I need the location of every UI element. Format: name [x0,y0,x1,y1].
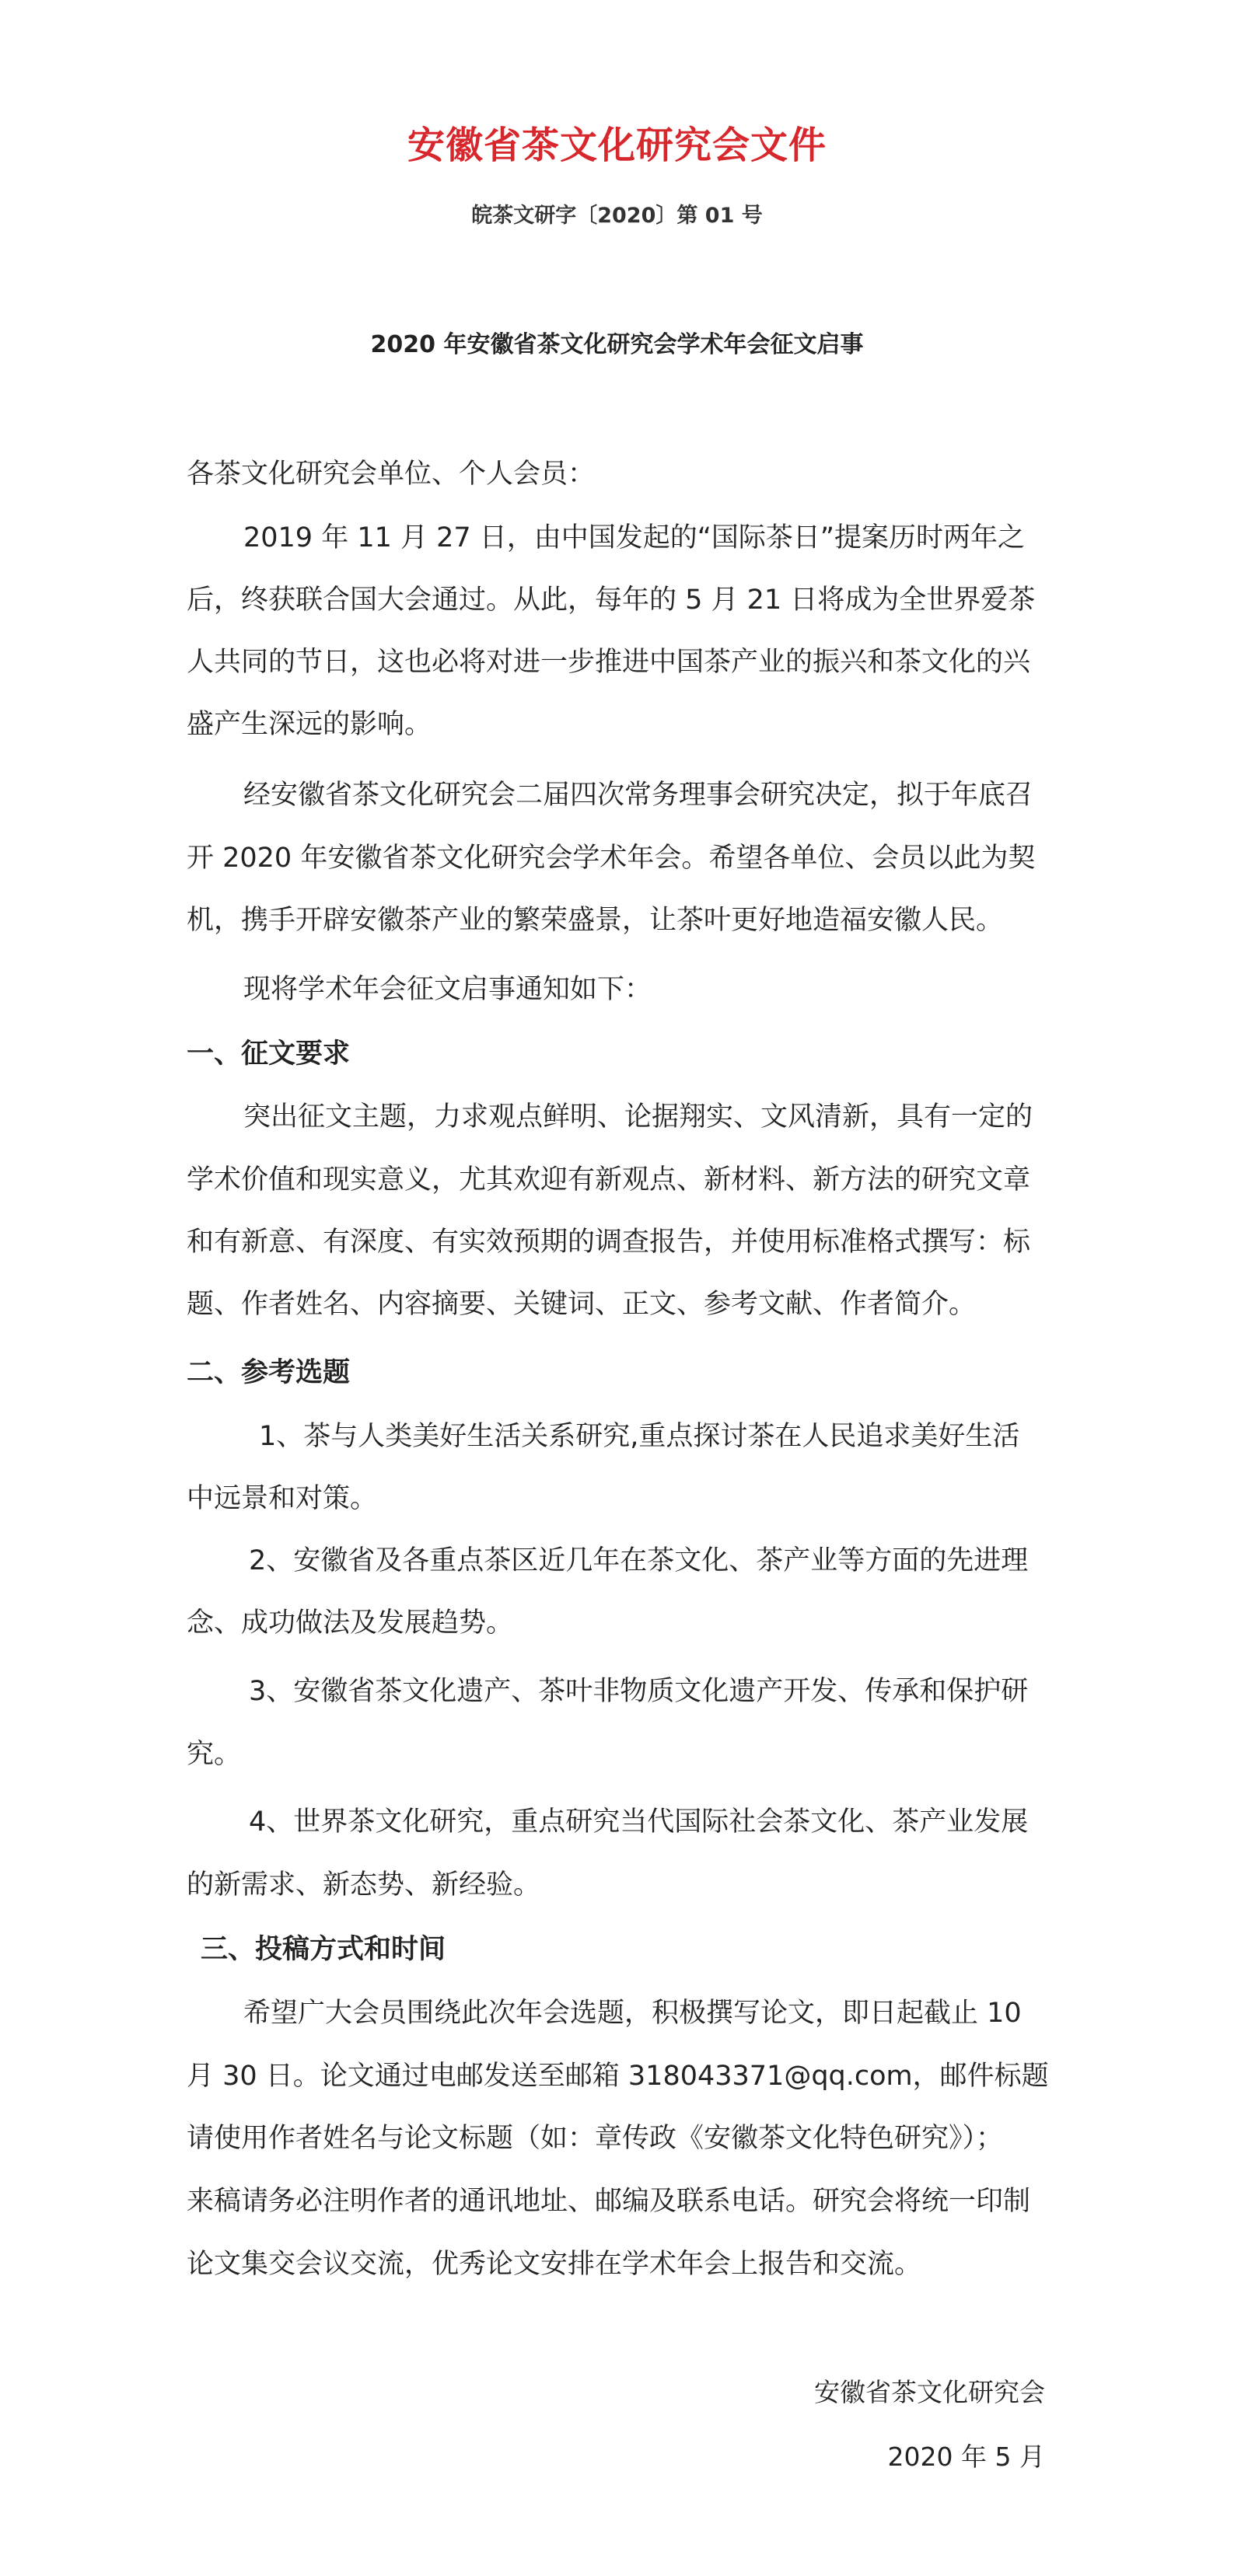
paragraph-line: 月 30 日。论文通过电邮发送至邮箱 318043371@qq.com，邮件标题 [187,2061,1049,2092]
paragraph-line: 开 2020 年安徽省茶文化研究会学术年会。希望各单位、会员以此为契 [187,843,1036,874]
salutation: 各茶文化研究会单位、个人会员： [187,459,596,490]
topic-line: 的新需求、新态势、新经验。 [187,1869,541,1901]
paragraph-line: 希望广大会员围绕此次年会选题，积极撰写论文，即日起截止 10 [243,1998,1022,2029]
topic-line: 1、茶与人类美好生活关系研究,重点探讨茶在人民追求美好生活 [259,1421,1020,1452]
section-heading: 一、征文要求 [187,1038,351,1070]
signature-date: 2020 年 5 月 [887,2442,1045,2472]
paragraph-line: 现将学术年会征文启事通知如下： [243,974,652,1005]
section-heading: 二、参考选题 [187,1357,351,1388]
paragraph-line: 机，携手开辟安徽茶产业的繁荣盛景，让茶叶更好地造福安徽人民。 [187,905,1004,936]
paragraph-line: 和有新意、有深度、有实效预期的调查报告，并使用标准格式撰写：标 [187,1227,1031,1258]
paragraph-line: 论文集交会议交流，优秀论文安排在学术年会上报告和交流。 [187,2249,922,2280]
topic-line: 念、成功做法及发展趋势。 [187,1607,514,1639]
paragraph-line: 2019 年 11 月 27 日，由中国发起的“国际茶日”提案历时两年之 [243,522,1026,553]
signature-organization: 安徽省茶文化研究会 [814,2377,1045,2407]
topic-line: 究。 [187,1739,242,1770]
section-heading: 三、投稿方式和时间 [201,1934,446,1965]
notice-subject: 2020 年安徽省茶文化研究会学术年会征文启事 [370,331,864,358]
topic-line: 3、安徽省茶文化遗产、茶叶非物质文化遗产开发、传承和保护研 [249,1676,1029,1707]
document-number: 皖茶文研字〔2020〕第 01 号 [471,204,763,228]
topic-line: 2、安徽省及各重点茶区近几年在茶文化、茶产业等方面的先进理 [249,1545,1029,1576]
paragraph-line: 题、作者姓名、内容摘要、关键词、正文、参考文献、作者简介。 [187,1289,977,1320]
paragraph-line: 突出征文主题，力求观点鲜明、论据翔实、文风清新，具有一定的 [243,1101,1033,1133]
paragraph-line: 学术价值和现实意义，尤其欢迎有新观点、新材料、新方法的研究文章 [187,1164,1031,1196]
topic-line: 中远景和对策。 [187,1483,378,1514]
topic-line: 4、世界茶文化研究，重点研究当代国际社会茶文化、茶产业发展 [249,1806,1029,1838]
paragraph-line: 来稿请务必注明作者的通讯地址、邮编及联系电话。研究会将统一印制 [187,2186,1031,2217]
paragraph-line: 经安徽省茶文化研究会二届四次常务理事会研究决定，拟于年底召 [243,780,1033,811]
paragraph-line: 后，终获联合国大会通过。从此，每年的 5 月 21 日将成为全世界爱茶 [187,585,1036,616]
paragraph-line: 请使用作者姓名与论文标题（如：章传政《安徽茶文化特色研究》）； [187,2123,1004,2154]
paragraph-line: 人共同的节日，这也必将对进一步推进中国茶产业的振兴和茶文化的兴 [187,647,1031,678]
document-title: 安徽省茶文化研究会文件 [407,124,827,167]
paragraph-line: 盛产生深远的影响。 [187,709,432,740]
